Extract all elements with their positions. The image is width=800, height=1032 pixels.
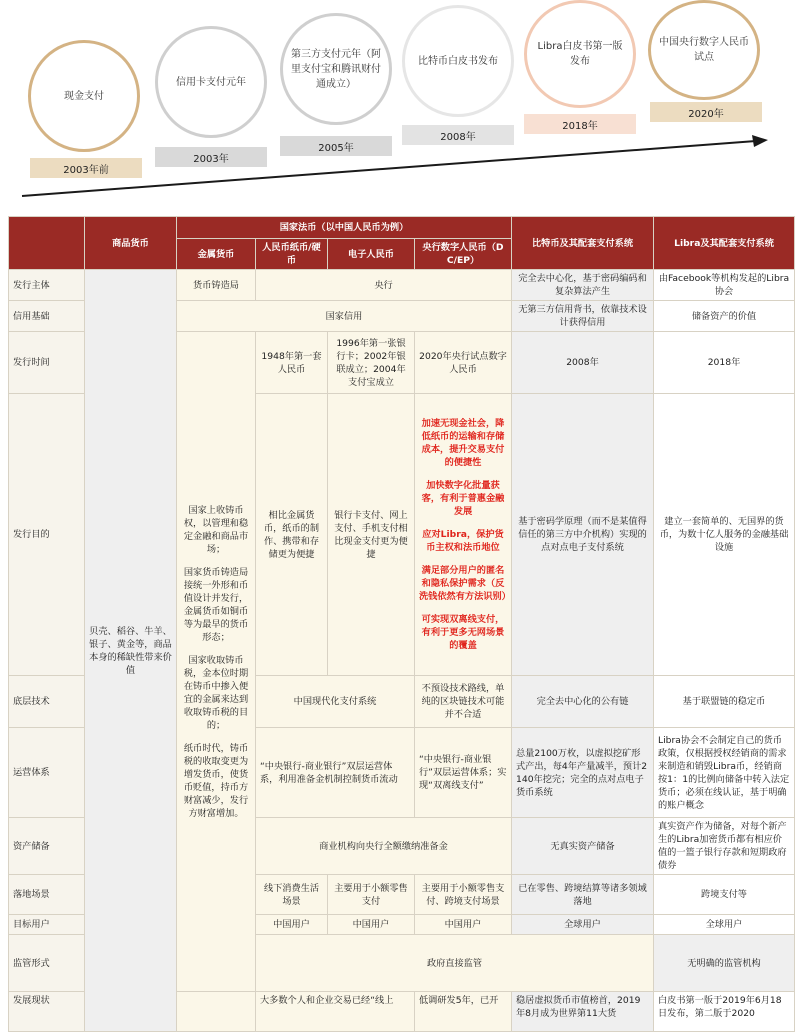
milestone-year: 2003年前	[30, 158, 142, 178]
header-dcep: 央行数字人民币（DC/EP）	[415, 239, 512, 270]
row-label: 落地场景	[9, 875, 85, 915]
cell: 完全去中心化的公有链	[512, 676, 654, 728]
row-label: 发行主体	[9, 270, 85, 301]
cell	[177, 992, 256, 1032]
cell: 稳居虚拟货币市值榜首，2019年8月成为世界第11大货	[512, 992, 654, 1032]
cell: 1996年第一张银行卡；2002年银联成立；2004年支付宝成立	[328, 332, 415, 394]
milestone-circle-third-party	[280, 13, 392, 125]
dcep-purpose-text: 应对Libra，保护货币主权和法币地位	[422, 529, 504, 553]
cell: “中央银行-商业银行”双层运营体系，利用准备金机制控制货币流动	[256, 728, 415, 818]
timeline	[0, 0, 800, 210]
cell: 完全去中心化，基于密码编码和复杂算法产生	[512, 270, 654, 301]
milestone-year: 2020年	[650, 102, 762, 122]
milestone-circle-credit-card	[155, 26, 267, 138]
cell: 1948年第一套人民币	[256, 332, 328, 394]
dcep-purpose-text: 满足部分用户的匿名和隐私保护需求（反洗钱依然有方法识别）	[419, 565, 511, 602]
milestone-label: Libra白皮书第一版发布	[537, 41, 623, 67]
cell: 线下消费生活场景	[256, 875, 328, 915]
cell: 中国用户	[256, 915, 328, 935]
cell: 国家信用	[177, 301, 512, 332]
milestone-label: 比特币白皮书发布	[418, 55, 498, 67]
row-label: 目标用户	[9, 915, 85, 935]
header-bitcoin: 比特币及其配套支付系统	[512, 217, 654, 270]
milestone-label: 中国央行数字人民币试点	[659, 37, 749, 63]
cell: 无明确的监管机构	[654, 935, 795, 992]
cell: 全球用户	[654, 915, 795, 935]
row-label: 信用基础	[9, 301, 85, 332]
currency-comparison-table	[8, 216, 795, 1032]
milestone-circle-libra	[524, 0, 636, 108]
metal-purpose-text: 国家货币铸造局接统一外形和币值设计并发行，金属货币如铜币等为最早的货币形态；	[183, 566, 249, 643]
cell: 中国用户	[328, 915, 415, 935]
cell: 储备资产的价值	[654, 301, 795, 332]
cell: 中国用户	[415, 915, 512, 935]
cell: 商业机构向央行全额缴纳准备金	[256, 818, 512, 875]
row-label: 底层技术	[9, 676, 85, 728]
row-label: 监管形式	[9, 935, 85, 992]
cell: 无第三方信用背书，依靠技术设计获得信用	[512, 301, 654, 332]
cell: 银行卡支付、网上支付、手机支付相比现金支付更为便捷	[328, 394, 415, 676]
dcep-purpose-text: 可实现双离线支付，有利于更多无网场景的覆盖	[421, 614, 505, 651]
cell: 已在零售、跨境结算等诸多领域落地	[512, 875, 654, 915]
header-legal-tender: 国家法币（以中国人民币为例）	[177, 217, 512, 239]
header-commodity: 商品货币	[85, 217, 177, 270]
cell: 中国现代化支付系统	[256, 676, 415, 728]
cell: 不预设技术路线，单纯的区块链技术可能并不合适	[415, 676, 512, 728]
commodity-cell: 贝壳、稻谷、牛羊、银子、黄金等，商品本身的稀缺性带来价值	[85, 270, 177, 1032]
header-metal: 金属货币	[177, 239, 256, 270]
cell: “中央银行-商业银行”双层运营体系；实现“双离线支付”	[415, 728, 512, 818]
cell: 相比金属货币，纸币的制作、携带和存储更为便捷	[256, 394, 328, 676]
header-blank	[9, 217, 85, 270]
cell: 2020年央行试点数字人民币	[415, 332, 512, 394]
milestone-year: 2005年	[280, 136, 392, 156]
metal-purpose-cell	[177, 332, 256, 992]
milestone-circle-cash	[28, 40, 140, 152]
cell: 真实资产作为储备，对每个新产生的Libra加密货币都有相应价值的一篮子银行存款和短期政府债券	[654, 818, 795, 875]
cell: 央行	[256, 270, 512, 301]
row-label: 发展现状	[9, 992, 85, 1032]
row-label: 资产储备	[9, 818, 85, 875]
milestone-label: 第三方支付元年（阿里支付宝和腾讯财付通成立）	[291, 48, 381, 90]
cell: 主要用于小额零售支付	[328, 875, 415, 915]
milestone-year: 2018年	[524, 114, 636, 134]
milestone-label: 现金支付	[64, 90, 104, 102]
milestone-year: 2003年	[155, 147, 267, 167]
cell: 基于密码学原理（而不是某值得信任的第三方中介机构）实现的点对点电子支付系统	[512, 394, 654, 676]
cell: 建立一套简单的、无国界的货币，为数十亿人服务的金融基础设施	[654, 394, 795, 676]
metal-purpose-text: 国家上收铸币权，以管理和稳定金融和商品市场；	[183, 504, 249, 555]
cell: Libra协会不会制定自己的货币政策，仅根据授权经销商的需求来制造和销毁Libra币，经销商按1：1的比例向储备中转入法定货币；必须在线认证，基于明确的账户概念	[654, 728, 795, 818]
dcep-purpose-cell	[415, 394, 512, 676]
header-libra: Libra及其配套支付系统	[654, 217, 795, 270]
metal-purpose-text: 纸币时代，铸币税的收取变更为增发货币，使货币贬值，持币方财富减少，发行方财富增加。	[183, 742, 249, 819]
cell: 大多数个人和企业交易已经“线上	[256, 992, 415, 1032]
dcep-purpose-text: 加速无现金社会，降低纸币的运输和存储成本，提升交易支付的便捷性	[421, 418, 505, 468]
row-label: 发行时间	[9, 332, 85, 394]
cell: 由Facebook等机构发起的Libra协会	[654, 270, 795, 301]
row-label: 运营体系	[9, 728, 85, 818]
metal-purpose-text: 国家收取铸币税，金本位时期在铸币中掺入便宜的金属来达到收取铸币税的目的；	[183, 654, 249, 731]
cell: 白皮书第一版于2019年6月18日发布，第二版于2020	[654, 992, 795, 1032]
header-paper: 人民币纸币/硬币	[256, 239, 328, 270]
dcep-purpose-text: 加快数字化批量获客，有利于普惠金融发展	[421, 480, 505, 517]
cell: 基于联盟链的稳定币	[654, 676, 795, 728]
milestone-circle-dcep	[648, 0, 760, 100]
cell: 低调研发5年，已开	[415, 992, 512, 1032]
header-electronic: 电子人民币	[328, 239, 415, 270]
cell: 全球用户	[512, 915, 654, 935]
cell: 2018年	[654, 332, 795, 394]
row-label: 发行目的	[9, 394, 85, 676]
milestone-label: 信用卡支付元年	[176, 76, 246, 88]
table-row	[9, 270, 795, 301]
cell: 无真实资产储备	[512, 818, 654, 875]
milestone-circle-bitcoin	[402, 5, 514, 117]
cell: 2008年	[512, 332, 654, 394]
cell: 货币铸造局	[177, 270, 256, 301]
cell: 跨境支付等	[654, 875, 795, 915]
cell: 政府直接监管	[256, 935, 654, 992]
milestone-year: 2008年	[402, 125, 514, 145]
cell: 总量2100万枚，以虚拟挖矿形式产出，每4年产量减半，预计2140年挖完；完全的点对点电子货币系统	[512, 728, 654, 818]
cell: 主要用于小额零售支付、跨境支付场景	[415, 875, 512, 915]
